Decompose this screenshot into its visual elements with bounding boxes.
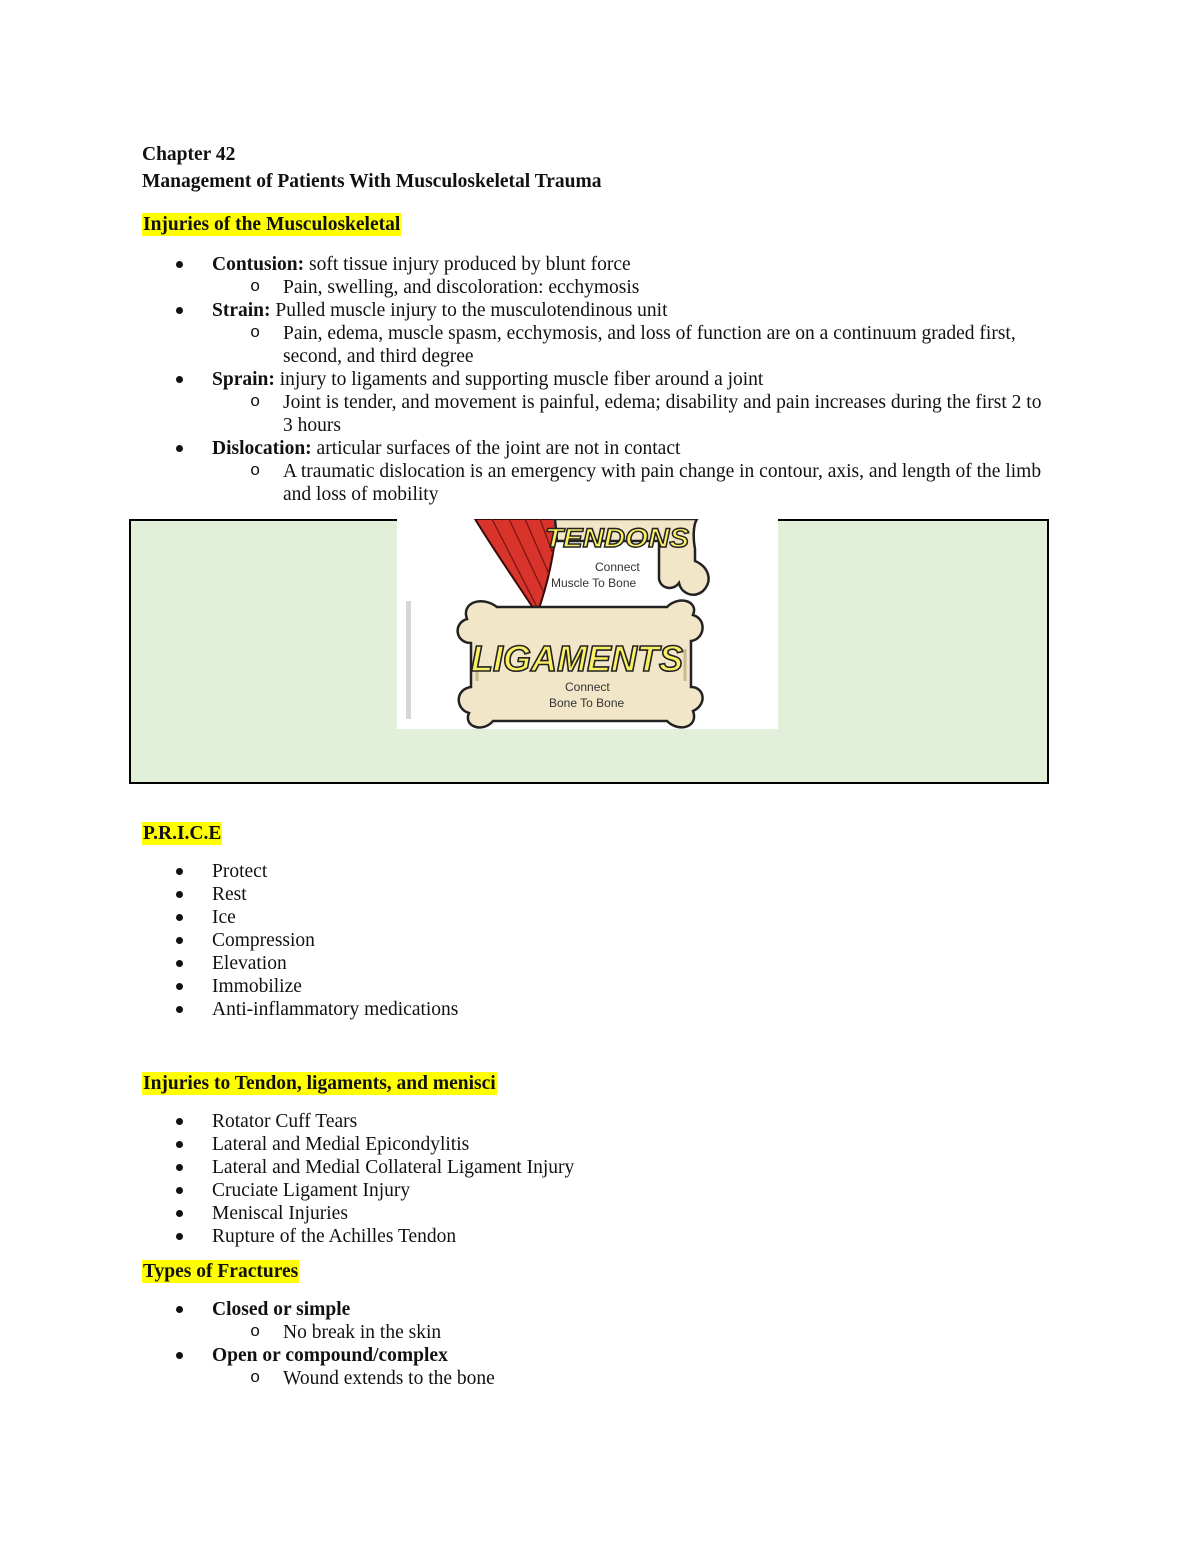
list-item: [0, 299, 1062, 322]
list-item: Rupture of the Achilles Tendon: [0, 1225, 1062, 1248]
section-heading-price: P.R.I.C.E: [143, 823, 222, 844]
list-item: Closed or simple: [0, 1298, 1062, 1321]
chapter-title: Management of Patients With Musculoskeletal Trauma: [142, 171, 602, 192]
section-heading-tendon-injuries: Injuries to Tendon, ligaments, and menisci: [143, 1073, 496, 1094]
injury-list: [0, 253, 1062, 506]
list-item: Cruciate Ligament Injury: [0, 1179, 1062, 1202]
copyright-strip: [406, 601, 411, 719]
fracture-list: [0, 1298, 1062, 1390]
list-item: Protect: [0, 860, 1062, 883]
list-item: [0, 368, 1062, 391]
sub-list-item: o Wound extends to the bone: [0, 1367, 1053, 1390]
section-heading-injuries: Injuries of the Musculoskeletal: [143, 214, 401, 235]
list-item: Meniscal Injuries: [0, 1202, 1062, 1225]
list-item: Immobilize: [0, 975, 1062, 998]
ligaments-caption-line2: Bone To Bone: [549, 696, 625, 710]
sub-list-item: o Pain, swelling, and discoloration: ecchymosis: [0, 276, 1053, 299]
sub-list-item: o A traumatic dislocation is an emergency with pain change in contour, axis, and length of the limb and loss of mobility: [0, 460, 1053, 506]
list-item: [0, 253, 1062, 276]
term-definition: injury to ligaments and supporting muscle fiber around a joint: [274, 369, 764, 390]
term-label: Sprain:: [212, 369, 275, 390]
list-item: Anti-inflammatory medications: [0, 998, 1062, 1021]
sub-list-item: o No break in the skin: [0, 1321, 1053, 1344]
tendon-injury-list: [0, 1110, 1062, 1248]
term-definition: articular surfaces of the joint are not in contact: [311, 438, 681, 459]
chapter-number: Chapter 42: [142, 144, 236, 165]
term-definition: Pulled muscle injury to the musculotendinous unit: [270, 300, 668, 321]
section-heading-fractures: Types of Fractures: [143, 1261, 299, 1282]
list-item: [0, 437, 1062, 460]
tendons-caption-line2: Muscle To Bone: [551, 576, 637, 590]
list-item: Rotator Cuff Tears: [0, 1110, 1062, 1133]
term-label: Strain:: [212, 300, 271, 321]
list-item: Open or compound/complex: [0, 1344, 1062, 1367]
sub-list-item: o Joint is tender, and movement is painful, edema; disability and pain increases during the first 2 to 3 hours: [0, 391, 1053, 437]
tendons-caption-line1: Connect: [595, 560, 640, 574]
list-item: Ice: [0, 906, 1062, 929]
tendons-ligaments-illustration: [397, 519, 778, 729]
cartoon-illustration: [397, 519, 778, 729]
list-item: Elevation: [0, 952, 1062, 975]
list-item: Lateral and Medial Collateral Ligament Injury: [0, 1156, 1062, 1179]
list-item: Compression: [0, 929, 1062, 952]
list-item: Rest: [0, 883, 1062, 906]
term-label: Contusion:: [212, 254, 305, 275]
sub-list-item: o Pain, edema, muscle spasm, ecchymosis, and loss of function are on a continuum graded first, second, and third degree: [0, 322, 1053, 368]
price-list: [0, 860, 1062, 1021]
list-item: Lateral and Medial Epicondylitis: [0, 1133, 1062, 1156]
tendons-word: TENDONS: [545, 523, 689, 553]
term-definition: soft tissue injury produced by blunt force: [304, 254, 631, 275]
ligaments-caption-line1: Connect: [565, 680, 610, 694]
ligaments-word: LIGAMENTS: [471, 638, 683, 679]
term-label: Dislocation:: [212, 438, 312, 459]
